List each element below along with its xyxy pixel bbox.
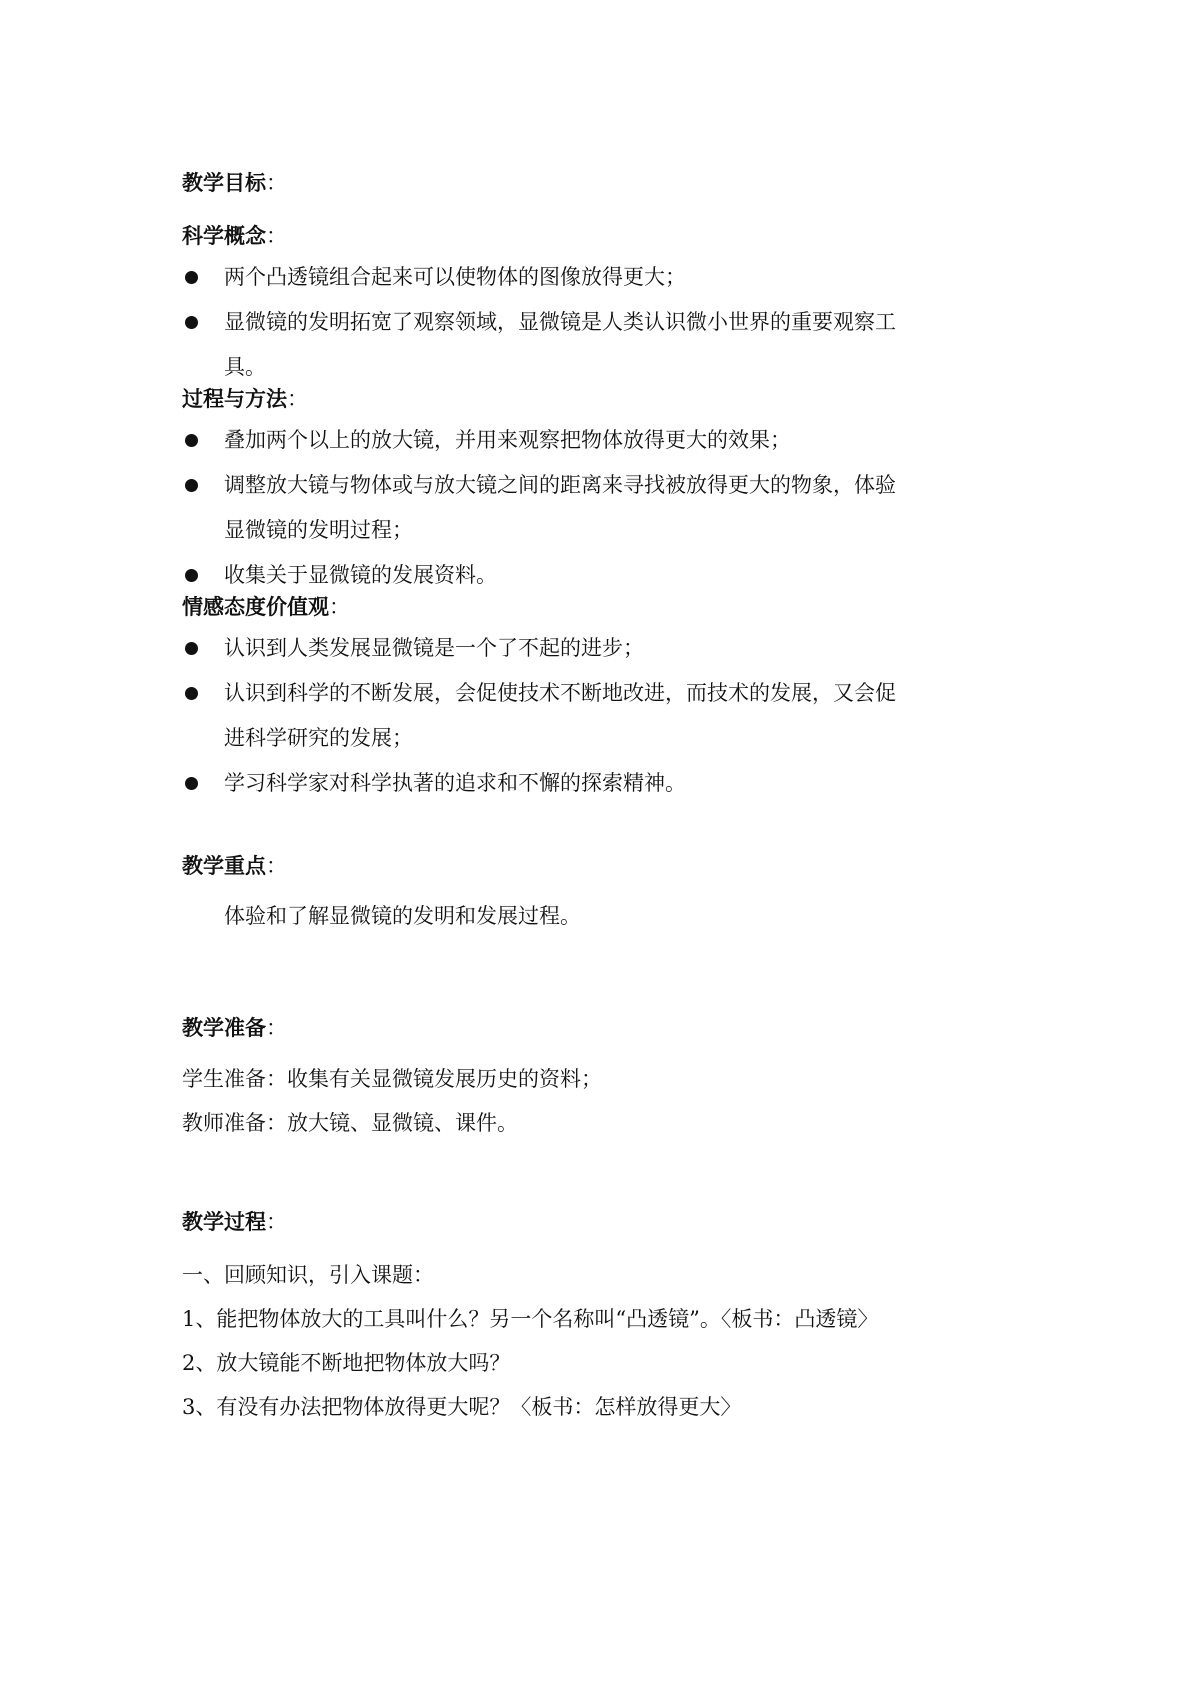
process-step: 3、有没有办法把物体放得更大呢？〈板书：怎样放得更大〉: [182, 1395, 742, 1419]
concepts-colon: ：: [266, 224, 287, 248]
process-step: 1、能把物体放大的工具叫什么？另一个名称叫“凸透镜”。〈板书：凸透镜〉: [182, 1307, 879, 1331]
bullet-icon: [185, 479, 198, 492]
process-section-title: 一、回顾知识，引入课题：: [182, 1263, 434, 1287]
bullet-icon: [185, 569, 198, 582]
objectives-colon: ：: [266, 171, 287, 195]
list-item-text: 认识到人类发展显微镜是一个了不起的进步；: [224, 636, 644, 660]
concepts-title: 科学概念: [182, 224, 266, 248]
process-colon: ：: [266, 1210, 287, 1234]
values-title: 情感态度价值观: [182, 595, 329, 619]
preparation-title: 教学准备: [182, 1016, 266, 1040]
objectives-heading: [182, 168, 1012, 198]
preparation-colon: ：: [266, 1016, 287, 1040]
key-point-heading: [182, 851, 1012, 881]
list-item-text-continued: 具。: [224, 355, 266, 379]
list-item-text: 显微镜的发明拓宽了观察领域，显微镜是人类认识微小世界的重要观察工: [224, 310, 896, 334]
values-list: [182, 626, 1012, 806]
objectives-section: [182, 168, 1012, 198]
key-point-colon: ：: [266, 854, 287, 878]
list-item: [182, 626, 1012, 671]
objectives-title: 教学目标: [182, 171, 266, 195]
list-item: [182, 463, 1012, 553]
bullet-icon: [185, 271, 198, 284]
methods-heading: [182, 384, 1012, 414]
process-title: 教学过程: [182, 1210, 266, 1234]
values-colon: ：: [329, 595, 350, 619]
list-item: [182, 255, 1012, 300]
list-item: [182, 671, 1012, 761]
concepts-section: [182, 221, 1012, 390]
concepts-list: [182, 255, 1012, 390]
preparation-heading: [182, 1013, 1012, 1043]
list-item-text-continued: 显微镜的发明过程；: [224, 518, 413, 542]
process-step: 2、放大镜能不断地把物体放大吗？: [182, 1351, 511, 1375]
methods-title: 过程与方法: [182, 387, 287, 411]
list-item: [182, 300, 1012, 390]
key-point-section: [182, 851, 1012, 938]
methods-colon: ：: [287, 387, 308, 411]
bullet-icon: [185, 777, 198, 790]
list-item-text: 收集关于显微镜的发展资料。: [224, 563, 497, 587]
bullet-icon: [185, 687, 198, 700]
key-point-text: 体验和了解显微镜的发明和发展过程。: [224, 904, 581, 928]
methods-section: [182, 384, 1012, 598]
process-heading: [182, 1207, 1012, 1237]
values-heading: [182, 592, 1012, 622]
preparation-section: [182, 1013, 1012, 1145]
student-preparation: 学生准备：收集有关显微镜发展历史的资料；: [182, 1067, 602, 1091]
list-item-text: 学习科学家对科学执著的追求和不懈的探索精神。: [224, 771, 686, 795]
teacher-preparation: 教师准备：放大镜、显微镜、课件。: [182, 1111, 518, 1135]
methods-list: [182, 418, 1012, 598]
list-item-text: 调整放大镜与物体或与放大镜之间的距离来寻找被放得更大的物象，体验: [224, 473, 896, 497]
list-item-text-continued: 进科学研究的发展；: [224, 726, 413, 750]
list-item-text: 两个凸透镜组合起来可以使物体的图像放得更大；: [224, 265, 686, 289]
list-item: [182, 418, 1012, 463]
concepts-heading: [182, 221, 1012, 251]
values-section: [182, 592, 1012, 806]
list-item-text: 认识到科学的不断发展，会促使技术不断地改进，而技术的发展，又会促: [224, 681, 896, 705]
bullet-icon: [185, 642, 198, 655]
bullet-icon: [185, 434, 198, 447]
bullet-icon: [185, 316, 198, 329]
key-point-title: 教学重点: [182, 854, 266, 878]
list-item: [182, 761, 1012, 806]
process-section: [182, 1207, 1012, 1429]
list-item-text: 叠加两个以上的放大镜，并用来观察把物体放得更大的效果；: [224, 428, 791, 452]
